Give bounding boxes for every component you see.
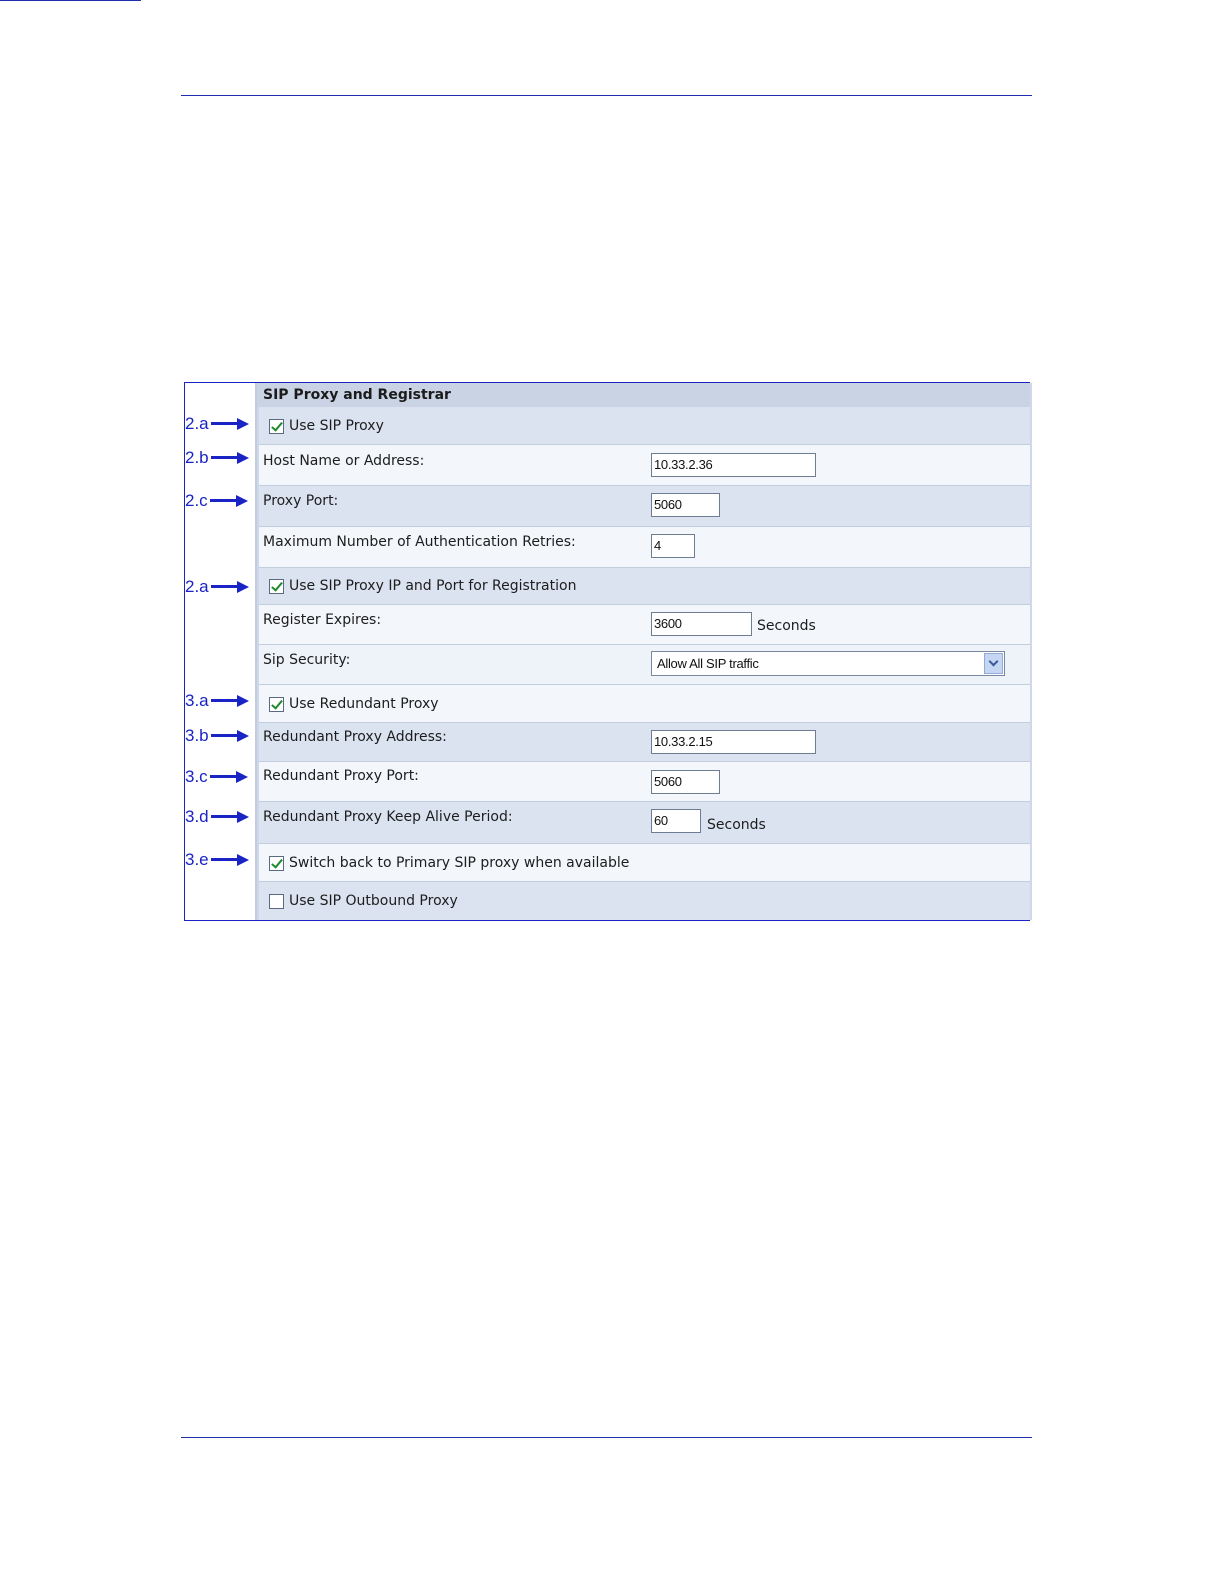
max-auth-retries-input[interactable]: 4 [651,534,695,558]
header-rule [181,95,1032,96]
callout-label: 3.d [185,807,209,826]
callout-3d [185,805,249,829]
row-use-outbound-proxy [259,882,1030,920]
footer-rule [181,1437,1032,1438]
register-expires-unit: Seconds [757,618,816,634]
redundant-keep-alive-input[interactable]: 60 [651,809,701,833]
sip-proxy-figure [184,382,1030,921]
arrow-right-icon [211,730,249,742]
row-max-auth-retries [259,527,1030,568]
arrow-right-icon [211,581,249,593]
use-outbound-proxy-checkbox[interactable] [269,894,284,909]
switch-back-primary-label: Switch back to Primary SIP proxy when available [289,855,630,871]
use-sip-proxy-label: Use SIP Proxy [289,418,384,434]
row-sip-security [259,645,1030,685]
callout-3a [185,689,249,713]
register-expires-input[interactable]: 3600 [651,612,752,636]
callout-3c [185,765,248,789]
callout-2a-second [185,575,249,599]
redundant-proxy-port-label: Redundant Proxy Port: [263,768,419,784]
use-proxy-registration-option[interactable] [269,578,576,594]
row-redundant-proxy-address [259,723,1030,762]
host-name-input[interactable]: 10.33.2.36 [651,453,816,477]
use-proxy-registration-checkbox[interactable] [269,579,284,594]
arrow-right-icon [211,695,249,707]
redundant-proxy-address-label: Redundant Proxy Address: [263,729,447,745]
footnote-rule [0,0,141,1]
use-outbound-proxy-option[interactable] [269,893,458,909]
use-outbound-proxy-label: Use SIP Outbound Proxy [289,893,458,909]
row-use-proxy-registration [259,568,1030,605]
proxy-port-label: Proxy Port: [263,493,339,509]
callout-label: 3.b [185,726,209,745]
callout-3b [185,724,249,748]
callout-3e [185,848,249,872]
callout-2b [185,446,249,470]
callout-label: 3.c [185,767,208,786]
sip-security-selected: Allow All SIP traffic [657,656,759,671]
arrow-right-icon [211,854,249,866]
use-sip-proxy-checkbox[interactable] [269,419,284,434]
row-redundant-keep-alive [259,802,1030,844]
arrow-right-icon [211,811,249,823]
sip-security-select[interactable] [651,651,1005,676]
redundant-keep-alive-unit: Seconds [707,817,766,833]
row-use-sip-proxy [259,407,1030,445]
callout-label: 2.c [185,491,208,510]
callout-2a [185,412,249,436]
use-redundant-proxy-label: Use Redundant Proxy [289,696,439,712]
sip-security-label: Sip Security: [263,652,351,668]
use-proxy-registration-label: Use SIP Proxy IP and Port for Registration [289,578,577,594]
max-auth-retries-label: Maximum Number of Authentication Retries: [263,534,576,550]
use-redundant-proxy-option[interactable] [269,696,439,712]
panel-title: SIP Proxy and Registrar [257,383,1030,407]
arrow-right-icon [211,418,249,430]
arrow-right-icon [211,452,249,464]
redundant-keep-alive-label: Redundant Proxy Keep Alive Period: [263,809,513,825]
switch-back-primary-checkbox[interactable] [269,856,284,871]
callout-label: 2.a [185,577,209,596]
register-expires-label: Register Expires: [263,612,382,628]
row-switch-back-primary [259,844,1030,882]
redundant-proxy-port-input[interactable]: 5060 [651,770,720,794]
callout-label: 2.a [185,414,209,433]
proxy-port-input[interactable]: 5060 [651,493,720,517]
row-host-name [259,445,1030,486]
row-use-redundant-proxy [259,685,1030,723]
use-redundant-proxy-checkbox[interactable] [269,697,284,712]
switch-back-primary-option[interactable] [269,855,629,871]
arrow-right-icon [210,495,248,507]
use-sip-proxy-option[interactable] [269,418,384,434]
callout-label: 2.b [185,448,209,467]
sip-proxy-panel [255,383,1032,920]
chevron-down-icon[interactable] [984,653,1003,674]
redundant-proxy-address-input[interactable]: 10.33.2.15 [651,730,816,754]
host-name-label: Host Name or Address: [263,453,425,469]
row-register-expires [259,605,1030,645]
callout-label: 3.a [185,691,209,710]
callout-label: 3.e [185,850,209,869]
row-redundant-proxy-port [259,762,1030,802]
arrow-right-icon [210,771,248,783]
row-proxy-port [259,486,1030,527]
callout-2c [185,489,248,513]
